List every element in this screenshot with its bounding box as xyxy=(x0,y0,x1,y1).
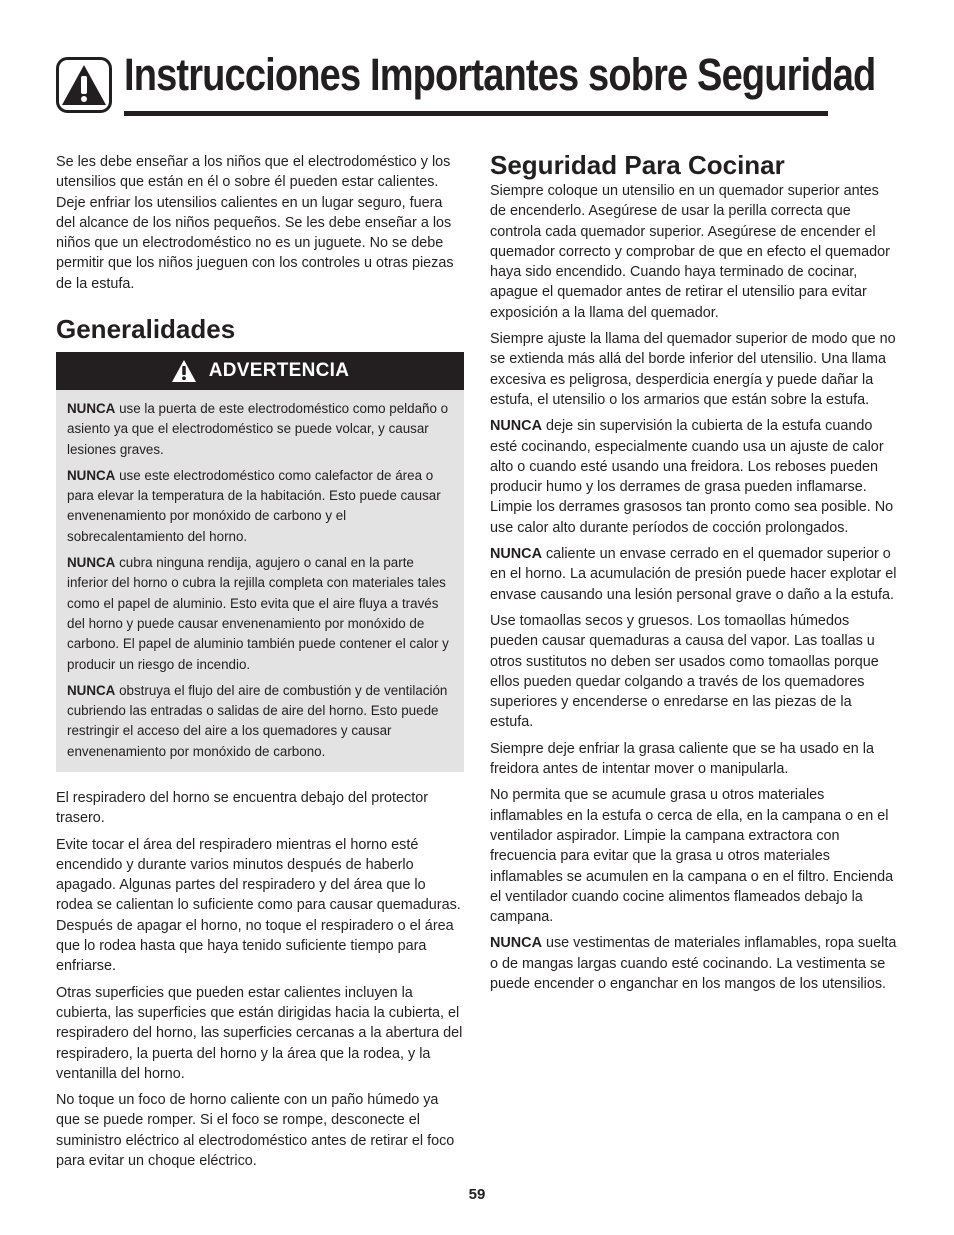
body-paragraph: Siempre ajuste la llama del quemador superior de modo que no se extienda más allá del borde inferior del utensilio. Una llama excesiva es peligrosa, desperdicia energía y puede dañar la estufa, el utensilio o los armarios que están sobre la estufa. xyxy=(490,331,896,408)
warning-triangle-icon xyxy=(171,359,197,383)
warning-text: use este electrodoméstico como calefactor de área o para elevar la temperatura de la habitación. Esto puede causar envenenamiento por monóxido de carbono y el sobrecalentamiento del horno. xyxy=(67,467,441,544)
warning-exclamation-icon xyxy=(56,57,112,113)
title-underline xyxy=(124,111,828,116)
body-paragraph xyxy=(490,933,898,994)
warning-keyword: NUNCA xyxy=(67,401,116,416)
body-paragraph: Otras superficies que pueden estar calientes incluyen la cubierta, las superficies que están dirigidas hacia la cubierta, el respiradero del horno, las superficies cercanas a la abertura del respiradero, la puerta del horno y la área que la rodea, y la ventanilla del horno. xyxy=(56,984,463,1082)
warning-label: ADVERTENCIA xyxy=(208,360,350,381)
warning-item xyxy=(67,466,456,547)
page-number: 59 xyxy=(468,1186,486,1203)
warning-text: use la puerta de este electrodoméstico como peldaño o asiento ya que el electrodoméstico se puede volcar, y causar lesiones graves. xyxy=(67,401,449,457)
body-text: caliente un envase cerrado en el quemador superior o en el horno. La acumulación de presión puede hacer explotar el envase causando una lesión personal grave o daño a la estufa. xyxy=(490,546,897,603)
left-body xyxy=(56,788,464,1177)
body-paragraph: Siempre deje enfriar la grasa caliente que se ha usado en la freidora antes de intentar mover o manipularla. xyxy=(490,740,874,778)
generalidades-heading-wrap xyxy=(56,314,464,344)
warning-keyword: NUNCA xyxy=(67,682,116,698)
right-column xyxy=(490,150,898,1000)
left-intro xyxy=(56,152,464,300)
warning-body xyxy=(56,390,464,762)
body-paragraph xyxy=(490,544,898,605)
body-paragraph: El respiradero del horno se encuentra debajo del protector trasero. xyxy=(56,790,428,827)
page-title: Instrucciones Importantes sobre Seguridad xyxy=(124,49,876,100)
intro-paragraph: Se les debe enseñar a los niños que el electrodoméstico y los utensilios que están en él o sobre él pueden estar calientes. Deje enfriar los utensilios calientes en un lugar seguro, fuera del alcance de los niños pequeños. Se les debe enseñar a los niños que un electrodoméstico no es un juguete. No se debe permitir que los niños jueguen con los controles u otras piezas de la estufa. xyxy=(56,154,454,292)
warning-item xyxy=(67,399,456,460)
warning-item xyxy=(67,553,456,675)
warning-item xyxy=(67,681,456,762)
body-paragraph xyxy=(490,416,898,538)
warning-text: cubra ninguna rendija, agujero o canal en la parte inferior del horno o cubra la rejilla completa con materiales tales como el papel de aluminio. Esto evita que el aire fluya a través del horno y puede causar envenenamiento por monóxido de carbono. El papel de aluminio también puede contener el calor y producir un riesgo de incendio. xyxy=(67,555,449,672)
body-paragraph: No toque un foco de horno caliente con un paño húmedo ya que se puede romper. Si el foco se rompe, desconecte el suministro eléctrico al electrodoméstico antes de retirar el foco para evitar un choque eléctrico. xyxy=(56,1092,455,1170)
warning-text: obstruya el flujo del aire de combustión y de ventilación cubriendo las entradas o salidas de aire del horno. Esto puede restringir el acceso del aire a los quemadores y causar envenenamiento por monóxido de carbono. xyxy=(67,682,448,759)
generalidades-heading: Generalidades xyxy=(56,314,236,344)
nunca-keyword: NUNCA xyxy=(490,935,542,952)
warning-bar xyxy=(56,352,464,390)
body-text: deje sin supervisión la cubierta de la estufa cuando esté cocinando, especialmente cuando usa un ajuste de calor alto o cuando esté usando una freidora. Los reboses pueden producir humo y los derrames de grasa pueden inflamarse. Limpie los derrames grasosos tan pronto como sea posible. No use calor alto durante períodos de cocción prolongados. xyxy=(490,418,894,536)
cocinar-heading: Seguridad Para Cocinar xyxy=(490,150,785,180)
warning-keyword: NUNCA xyxy=(67,467,116,483)
body-paragraph: Siempre coloque un utensilio en un quemador superior antes de encenderlo. Asegúrese de usar la perilla correcta que controla cada quemador superior. Asegúrese de encender el quemador correcto y comprobar de que en efecto el quemador haya sido encendido. Cuando haya terminado de cocinar, apague el quemador antes de retirar el utensilio para evitar exposición a la llama del quemador. xyxy=(490,183,890,321)
body-text: use vestimentas de materiales inflamables, ropa suelta o de mangas largas cuando esté cocinando. La vestimenta se puede encender o enganchar en los mangos de los utensilios. xyxy=(490,935,897,992)
body-paragraph: Use tomaollas secos y gruesos. Los tomaollas húmedos pueden causar quemaduras a causa del vapor. Las toallas u otros sustitutos no deben ser usados como tomaollas porque ellos pueden quedar colgando a través de los quemadores superiores y encenderse o enredarse en las piezas de la estufa. xyxy=(490,612,879,731)
warning-box xyxy=(56,352,464,772)
body-paragraph: Evite tocar el área del respiradero mientras el horno esté encendido y durante varios minutos después de haberlo apagado. Algunas partes del respiradero y del área que lo rodea se calientan lo suficiente como para causar quemaduras. Después de apagar el horno, no toque el respiradero o el área que lo rodea hasta que haya tenido suficiente tiempo para enfriarse. xyxy=(56,836,461,975)
nunca-keyword: NUNCA xyxy=(490,546,542,563)
body-paragraph: No permita que se acumule grasa u otros materiales inflamables en la estufa o cerca de ella, en la campana o en el ventilador aspirador. Limpie la campana extractora con frecuencia para evitar que la grasa u otros materiales inflamables se acumulen en la campana o en el filtro. Encienda el ventilador cuando cocine alimentos flameados debajo la campana. xyxy=(490,787,894,926)
warning-keyword: NUNCA xyxy=(67,555,116,571)
nunca-keyword: NUNCA xyxy=(490,418,542,435)
page-header xyxy=(56,49,876,117)
